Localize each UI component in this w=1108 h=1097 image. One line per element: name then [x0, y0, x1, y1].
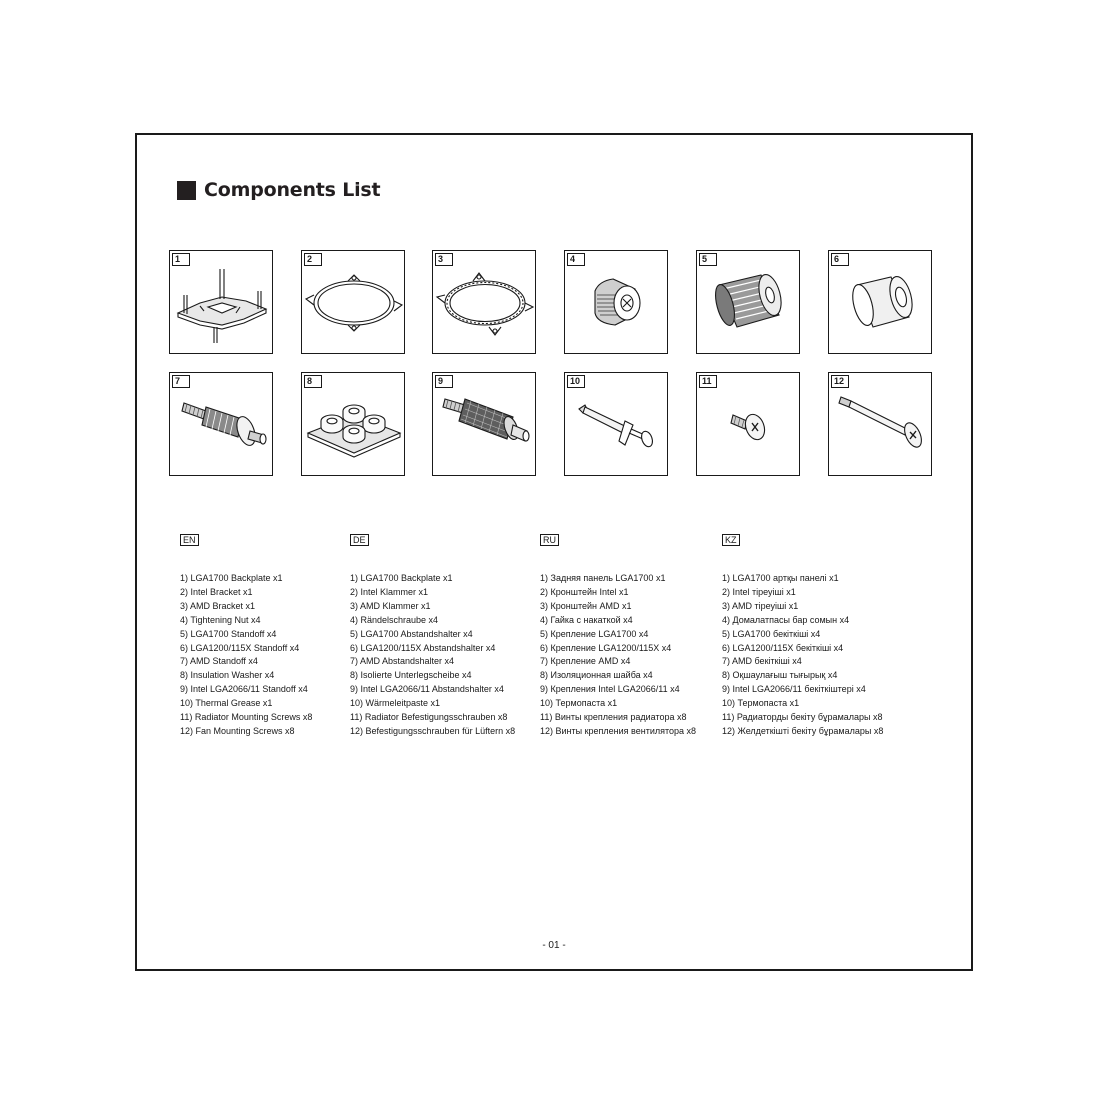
list-item: 5) Крепление LGA1700 x4 [540, 628, 649, 639]
component-7 [169, 372, 273, 476]
list-item: 11) Винты крепления радиатора x8 [540, 712, 687, 723]
components-grid [169, 250, 933, 478]
component-1 [169, 250, 273, 354]
amd-bracket-icon [433, 251, 537, 355]
list-item: 9) Intel LGA2066/11 бекіткіштері x4 [722, 684, 866, 695]
component-3 [432, 250, 536, 354]
component-list [722, 572, 883, 739]
list-item: 10) Thermal Grease x1 [180, 698, 273, 709]
list-item: 9) Intel LGA2066/11 Abstandshalter x4 [350, 684, 504, 695]
component-number: 2 [304, 253, 322, 266]
list-item: 7) AMD Standoff x4 [180, 656, 258, 667]
backplate-icon [170, 251, 274, 355]
knurled-standoff-icon [697, 251, 801, 355]
list-item: 3) Кронштейн AMD x1 [540, 600, 632, 611]
list-item: 11) Radiator Befestigungsschrauben x8 [350, 712, 508, 723]
lang-tag: RU [540, 534, 559, 546]
component-10 [564, 372, 668, 476]
component-number: 12 [831, 375, 849, 388]
list-item: 6) LGA1200/115X бекіткіші x4 [722, 642, 844, 653]
list-item: 3) AMD Bracket x1 [180, 600, 256, 611]
list-item: 4) Домалатпасы бар сомын x4 [722, 614, 850, 625]
list-item: 8) Оқшаулағыш тығырық x4 [722, 670, 838, 681]
component-list [540, 572, 696, 739]
list-item: 1) LGA1700 Backplate x1 [350, 573, 453, 583]
component-5 [696, 250, 800, 354]
lang-tag: KZ [722, 534, 740, 546]
list-item: 9) Intel LGA2066/11 Standoff x4 [180, 684, 308, 695]
page-title: Components List [204, 179, 381, 201]
component-8 [301, 372, 405, 476]
list-item: 2) Intel Klammer x1 [350, 586, 429, 597]
intel-bracket-icon [302, 251, 406, 355]
lang-column-ru [540, 530, 696, 739]
lang-tag: DE [350, 534, 369, 546]
list-item: 12) Винты крепления вентилятора x8 [540, 725, 697, 736]
list-item: 8) Isolierte Unterlegscheibe x4 [350, 670, 472, 681]
lang-column-de [350, 530, 515, 739]
list-item: 2) Intel Bracket x1 [180, 586, 253, 597]
list-item: 5) LGA1700 Standoff x4 [180, 628, 277, 639]
component-11 [696, 372, 800, 476]
component-number: 8 [304, 375, 322, 388]
radiator-screw-icon [697, 373, 801, 477]
page-number: - 01 - [542, 940, 566, 951]
component-number: 11 [699, 375, 717, 388]
list-item: 1) LGA1700 артқы панелі x1 [722, 573, 839, 583]
list-item: 12) Befestigungsschrauben für Lüftern x8 [350, 725, 516, 736]
heading-square-icon [177, 181, 196, 200]
component-list [350, 572, 515, 739]
thermal-grease-syringe-icon [565, 373, 669, 477]
list-item: 10) Термопаста x1 [722, 698, 800, 709]
component-2 [301, 250, 405, 354]
list-item: 6) Крепление LGA1200/115X x4 [540, 642, 672, 653]
intel-lga2066-standoff-icon [433, 373, 537, 477]
insulation-washer-icon [302, 373, 406, 477]
list-item: 7) AMD бекіткіші x4 [722, 656, 802, 667]
component-9 [432, 372, 536, 476]
list-item: 4) Tightening Nut x4 [180, 614, 261, 625]
list-item: 11) Radiator Mounting Screws x8 [180, 712, 313, 723]
list-item: 7) Крепление AMD x4 [540, 656, 631, 667]
standoff-screw-icon [170, 373, 274, 477]
component-number: 4 [567, 253, 585, 266]
list-item: 12) Fan Mounting Screws x8 [180, 725, 295, 736]
list-item: 11) Радиаторды бекіту бұрамалары x8 [722, 712, 883, 723]
component-number: 5 [699, 253, 717, 266]
list-item: 10) Термопаста x1 [540, 698, 618, 709]
list-item: 1) Задняя панель LGA1700 x1 [540, 573, 666, 583]
lang-column-en [180, 530, 312, 739]
component-number: 7 [172, 375, 190, 388]
list-item: 8) Insulation Washer x4 [180, 670, 275, 681]
list-item: 2) Intel тіреуіші x1 [722, 586, 796, 597]
list-item: 3) AMD тіреуіші x1 [722, 600, 799, 611]
component-number: 3 [435, 253, 453, 266]
list-item: 6) LGA1200/115X Standoff x4 [180, 642, 300, 653]
fan-screw-icon [829, 373, 933, 477]
list-item: 7) AMD Abstandshalter x4 [350, 656, 455, 667]
component-4 [564, 250, 668, 354]
list-item: 1) LGA1700 Backplate x1 [180, 573, 283, 583]
list-item: 10) Wärmeleitpaste x1 [350, 698, 441, 709]
list-item: 5) LGA1700 бекіткіші x4 [722, 628, 821, 639]
component-6 [828, 250, 932, 354]
component-number: 10 [567, 375, 585, 388]
list-item: 8) Изоляционная шайба x4 [540, 670, 653, 681]
tightening-nut-icon [565, 251, 669, 355]
list-item: 5) LGA1700 Abstandshalter x4 [350, 628, 473, 639]
list-item: 4) Гайка с накаткой x4 [540, 614, 633, 625]
list-item: 2) Кронштейн Intel x1 [540, 586, 629, 597]
list-item: 3) AMD Klammer x1 [350, 600, 431, 611]
component-number: 6 [831, 253, 849, 266]
list-item: 12) Желдеткішті бекіту бұрамалары x8 [722, 725, 884, 736]
lang-column-kz [722, 530, 883, 739]
amd-standoff-icon [829, 251, 933, 355]
list-item: 9) Крепления Intel LGA2066/11 x4 [540, 684, 680, 695]
list-item: 4) Rändelschraube x4 [350, 614, 439, 625]
lang-tag: EN [180, 534, 199, 546]
component-number: 9 [435, 375, 453, 388]
component-number: 1 [172, 253, 190, 266]
list-item: 6) LGA1200/115X Abstandshalter x4 [350, 642, 496, 653]
component-12 [828, 372, 932, 476]
section-heading [177, 178, 380, 202]
component-list [180, 572, 312, 739]
